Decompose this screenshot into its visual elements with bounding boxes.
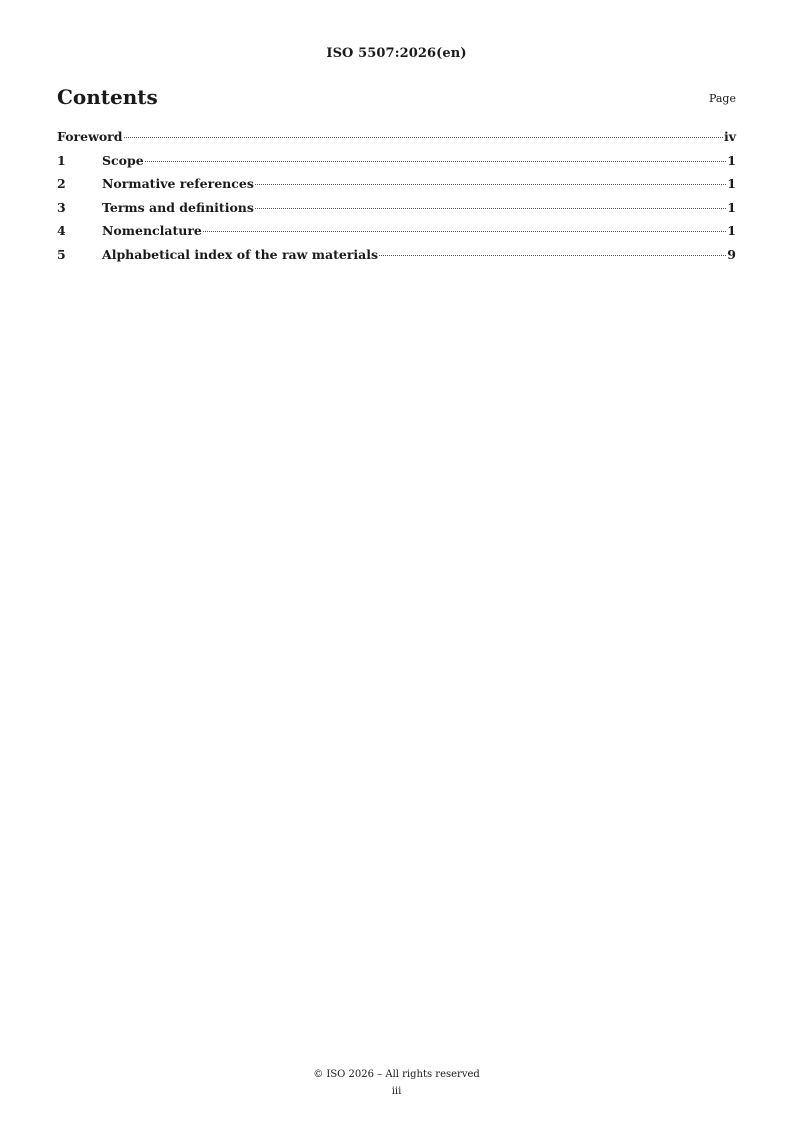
toc-dot-leader bbox=[255, 208, 726, 209]
toc-entry-foreword[interactable] bbox=[57, 129, 736, 153]
toc-entry-label: Normative references bbox=[102, 176, 254, 192]
toc-entry-page: 9 bbox=[727, 246, 736, 262]
toc-entry-normative-references[interactable] bbox=[57, 176, 736, 200]
table-of-contents bbox=[57, 129, 736, 271]
page-number: iii bbox=[391, 1086, 402, 1097]
page-column-label: Page bbox=[708, 92, 736, 105]
toc-entry-label: Foreword bbox=[57, 129, 123, 144]
toc-entry-label: Scope bbox=[102, 152, 144, 168]
toc-entry-page: 1 bbox=[727, 152, 736, 168]
toc-dot-leader bbox=[124, 137, 723, 138]
toc-entry-nomenclature[interactable] bbox=[57, 223, 736, 247]
toc-entry-number: 2 bbox=[57, 176, 66, 192]
toc-dot-leader bbox=[145, 161, 727, 162]
toc-entry-label: Alphabetical index of the raw materials bbox=[102, 246, 379, 262]
toc-entry-page: 1 bbox=[727, 223, 736, 239]
page-footer bbox=[0, 1066, 793, 1100]
toc-entry-page: 1 bbox=[727, 199, 736, 215]
document-id-header: ISO 5507:2026(en) bbox=[326, 46, 467, 61]
toc-dot-leader bbox=[379, 255, 726, 256]
toc-entry-number: 3 bbox=[57, 199, 66, 215]
toc-entry-page: iv bbox=[723, 129, 736, 144]
toc-entry-scope[interactable] bbox=[57, 153, 736, 177]
toc-entry-number: 1 bbox=[57, 152, 66, 168]
toc-entry-page: 1 bbox=[727, 176, 736, 192]
toc-entry-terms-and-definitions[interactable] bbox=[57, 200, 736, 224]
contents-title: Contents bbox=[57, 85, 158, 109]
toc-entry-number: 4 bbox=[57, 223, 66, 239]
toc-dot-leader bbox=[255, 184, 726, 185]
toc-entry-label: Nomenclature bbox=[102, 223, 202, 239]
toc-entry-alphabetical-index[interactable] bbox=[57, 247, 736, 271]
toc-entry-number: 5 bbox=[57, 246, 66, 262]
toc-entry-label: Terms and definitions bbox=[102, 199, 254, 215]
toc-dot-leader bbox=[203, 231, 726, 232]
copyright-notice: © ISO 2026 – All rights reserved bbox=[313, 1069, 480, 1080]
